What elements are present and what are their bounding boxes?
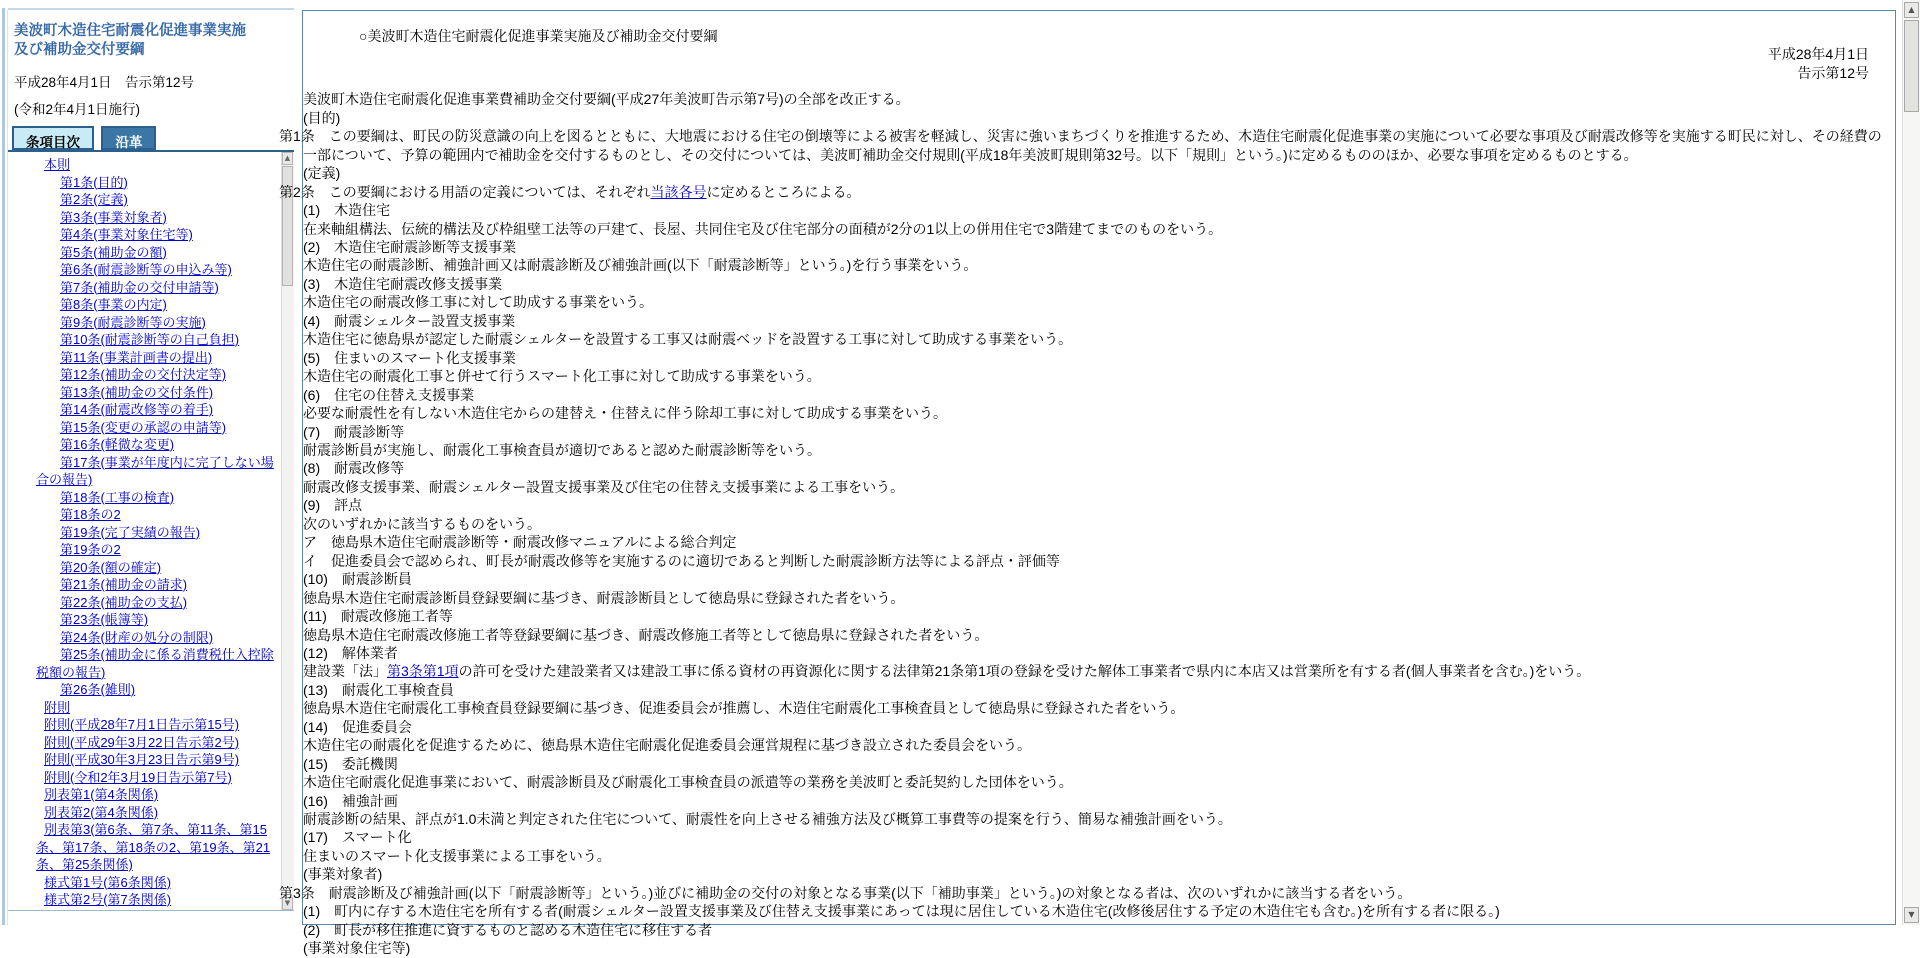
toc-link[interactable]: 附則(平成30年3月23日告示第9号)	[44, 752, 240, 767]
frame-left-border	[2, 8, 5, 925]
toc-item	[36, 244, 280, 262]
sidebar	[8, 8, 294, 927]
toc-item	[36, 191, 280, 209]
page-scroll-up-icon[interactable]: ▲	[1904, 2, 1919, 18]
toc-item	[36, 734, 280, 752]
toc-item	[36, 576, 280, 594]
page-scrollbar[interactable]	[1902, 0, 1920, 925]
toc-link[interactable]: 附則(令和2年3月19日告示第7号)	[44, 769, 232, 785]
toc-item	[36, 279, 280, 297]
toc-link[interactable]: 第17条(事業が年度内に完了しない場合の報告)	[36, 454, 274, 487]
doc-block-item: (4) 耐震シェルター設置支援事業	[303, 312, 516, 329]
doc-block-desc: 次のいずれかに該当するものをいう。	[303, 515, 541, 532]
doc-block-desc: 耐震診断員が実施し、耐震化工事検査員が適切であると認めた耐震診断等をいう。	[303, 441, 821, 458]
doc-block-item: (5) 住まいのスマート化支援事業	[303, 349, 516, 366]
toc-link[interactable]: 第13条(補助金の交付条件)	[60, 384, 214, 400]
toc-link[interactable]: 別表第3(第6条、第7条、第11条、第15条、第17条、第18条の2、第19条、第21条、第25条関係)	[36, 822, 271, 872]
page-scrollbar-thumb[interactable]	[1904, 20, 1919, 112]
doc-block-item: (11) 耐震改修施工者等	[303, 608, 453, 625]
toc-item	[36, 209, 280, 227]
toc-item	[36, 436, 280, 454]
doc-block-heading: (事業対象住宅等)	[303, 940, 411, 957]
doc-block-item: (12) 解体業者	[303, 644, 398, 661]
tab-history[interactable]: 沿革	[101, 126, 156, 150]
document-panel	[279, 10, 1896, 957]
toc-link[interactable]: 第10条(耐震診断等の自己負担)	[60, 332, 240, 347]
doc-block-desc: 木造住宅耐震化促進事業において、耐震診断員及び耐震化工事検査員の派遣等の業務を美波町と委託契約した団体をいう。	[303, 774, 1073, 791]
toc-link[interactable]: 附則	[44, 699, 71, 715]
doc-block-item: (3) 木造住宅耐震改修支援事業	[303, 275, 503, 292]
inline-reference-link[interactable]: 第3条第1項	[387, 663, 459, 680]
toc-item	[36, 489, 280, 507]
toc-item	[36, 226, 280, 244]
inline-reference-link[interactable]: 当該各号	[650, 183, 707, 200]
toc-link[interactable]: 第6条(耐震診断等の申込み等)	[60, 262, 232, 277]
toc-link[interactable]: 第8条(事業の内定)	[60, 297, 167, 312]
toc-item	[36, 541, 280, 559]
document-title: ○美波町木造住宅耐震化促進事業実施及び補助金交付要綱	[359, 28, 718, 44]
toc-link[interactable]: 第20条(額の確定)	[60, 559, 162, 575]
doc-block-heading: (定義)	[303, 165, 341, 182]
toc-link[interactable]: 附則(平成29年3月22日告示第2号)	[44, 734, 240, 750]
toc-link[interactable]: 第2条(定義)	[60, 192, 128, 207]
doc-block-desc: 木造住宅の耐震診断、補強計画又は耐震診断及び補強計画(以下「耐震診断等」という。)を行う事業をいう。	[303, 257, 978, 274]
toc-link[interactable]: 第15条(変更の承認の申請等)	[60, 419, 227, 435]
doc-block-item: (17) スマート化	[303, 829, 412, 846]
toc-item	[36, 454, 280, 489]
toc-item	[36, 594, 280, 612]
document-body	[279, 90, 1895, 957]
doc-block-desc: 建設業「法」第3条第1項の許可を受けた建設業者又は建設工事に係る資材の再資源化に関する法律第21条第1項の登録を受けた解体工事業者で県内に本店又は営業所を有する者(個人事業者を含む。)をいう。	[303, 663, 1591, 680]
notice-date-line: 平成28年4月1日 告示第12号	[14, 75, 195, 90]
toc-link[interactable]: 第14条(耐震改修等の着手)	[60, 402, 214, 417]
toc-link[interactable]: 別表第2(第4条関係)	[44, 804, 159, 820]
toc-item	[36, 524, 280, 542]
doc-block-desc: 木造住宅の耐震改修工事に対して助成する事業をいう。	[303, 294, 653, 311]
doc-block-item: (2) 木造住宅耐震診断等支援事業	[303, 238, 517, 255]
toc-link[interactable]: 第4条(事業対象住宅等)	[60, 227, 193, 242]
toc-link[interactable]: 第19条(完了実績の報告)	[60, 524, 201, 540]
doc-block-item: (14) 促進委員会	[303, 718, 412, 735]
toc-link[interactable]: 第26条(雑則)	[60, 682, 136, 697]
toc-item	[36, 506, 280, 524]
doc-block-item: (15) 委託機関	[303, 755, 398, 772]
doc-block-item: (7) 耐震診断等	[303, 423, 405, 440]
doc-block-item: (1) 町内に存する木造住宅を所有する者(耐震シェルター設置支援事業及び住替え支援事業にあっては現に居住している木造住宅(改修後居住する予定の木造住宅も含む。)を所有する者に限る。)	[303, 903, 1500, 920]
doc-block-heading: (事業対象者)	[303, 866, 383, 883]
toc-item	[36, 821, 280, 874]
toc-link[interactable]: 第11条(事業計画書の提出)	[60, 349, 213, 365]
toc-item	[36, 296, 280, 314]
toc-item	[36, 314, 280, 332]
doc-block-desc: 在来軸組構法、伝統的構法及び枠組壁工法等の戸建て、長屋、共同住宅及び住宅部分の面積が2分の1以上の併用住宅で3階建てまでのものをいう。	[303, 220, 1223, 237]
sidebar-scroll-down-icon[interactable]: ▼	[282, 897, 293, 910]
toc-link[interactable]: 第18条の2	[60, 507, 121, 522]
doc-block-sub: イ 促進委員会で認められ、町長が耐震改修等を実施するのに適切であると判断した耐震診断方法等による評点・評価等	[303, 552, 1060, 569]
document-dates	[303, 45, 1895, 82]
doc-block-item: (8) 耐震改修等	[303, 460, 405, 477]
doc-block-desc: 木造住宅に徳島県が認定した耐震シェルターを設置する工事又は耐震ベッドを設置する工事に対して助成する事業をいう。	[303, 331, 1073, 348]
doc-block-desc: 必要な耐震性を有しない木造住宅からの建替え・住替えに伴う除却工事に対して助成する事業をいう。	[303, 405, 947, 422]
toc-link[interactable]: 様式第2号(第7条関係)	[44, 892, 172, 907]
doc-block-desc: 耐震改修支援事業、耐震シェルター設置支援事業及び住宅の住替え支援事業による工事をいう。	[303, 478, 905, 495]
toc-link[interactable]: 第24条(財産の処分の制限)	[60, 629, 214, 645]
doc-block-article: 第2条 この要綱における用語の定義については、それぞれ当該各号に定めるところによる。	[279, 183, 861, 200]
toc-link[interactable]: 第3条(事業対象者)	[60, 209, 167, 225]
toc-item	[36, 156, 280, 174]
toc-item	[36, 611, 280, 629]
sidebar-tabs	[12, 126, 294, 150]
doc-block-desc: 徳島県木造住宅耐震診断員登録要綱に基づき、耐震診断員として徳島県に登録された者をいう。	[303, 589, 905, 606]
doc-block-item: (9) 評点	[303, 497, 363, 514]
toc-item	[36, 751, 280, 769]
toc-item	[36, 699, 280, 717]
toc-item	[36, 401, 280, 419]
toc-link[interactable]: 第23条(帳簿等)	[60, 612, 149, 627]
doc-block-kaisei: 美波町木造住宅耐震化促進事業費補助金交付要綱(平成27年美波町告示第7号)の全部を改正する。	[303, 91, 910, 108]
toc-link[interactable]: 様式第1号(第6条関係)	[44, 874, 172, 890]
doc-block-item: (6) 住宅の住替え支援事業	[303, 386, 475, 403]
toc-item	[36, 804, 280, 822]
toc-item	[36, 384, 280, 402]
doc-block-item: (10) 耐震診断員	[303, 571, 412, 588]
toc-link[interactable]: 第16条(軽微な変更)	[60, 437, 175, 452]
doc-block-article: 第3条 耐震診断及び補強計画(以下「耐震診断等」という。)並びに補助金の交付の対象となる事業(以下「補助事業」という。)の対象となる者は、次のいずれかに該当する者をいう。	[279, 884, 1412, 901]
toc-panel	[8, 150, 294, 911]
doc-block-desc: 住まいのスマート化支援事業による工事をいう。	[303, 847, 611, 864]
sidebar-scrollbar[interactable]	[281, 152, 294, 910]
toc-item	[36, 786, 280, 804]
doc-block-article: 第1条 この要綱は、町民の防災意識の向上を図るとともに、大地震における住宅の倒壊等による被害を軽減し、災害に強いまちづくりを推進するため、木造住宅耐震化促進事業の実施について必要な事項及び耐震改修等を実施する町民に対し、その経費の一部について、予算の範囲内で補助金を交付するものとし、その交付については、美波町補助金交付規則(平成18年美波町規則第32号。以下「規則」という。)に定めるもののほか、必要な事項を定めるものとする。	[279, 128, 1882, 163]
doc-block-item: (1) 木造住宅	[303, 202, 391, 219]
page-scroll-down-icon[interactable]: ▼	[1904, 907, 1919, 923]
toc-item	[36, 331, 280, 349]
doc-block-heading: (目的)	[303, 109, 341, 126]
toc-item	[36, 891, 280, 909]
tab-article-index[interactable]: 条項目次	[12, 126, 94, 150]
doc-block-item: (2) 町長が移住推進に資するものと認める木造住宅に移住する者	[303, 921, 713, 938]
doc-block-desc: 木造住宅の耐震化を促進するために、徳島県木造住宅耐震化促進委員会運営規程に基づき設立された委員会をいう。	[303, 737, 1031, 754]
document-notice-number: 告示第12号	[1797, 64, 1869, 81]
doc-block-sub: ア 徳島県木造住宅耐震診断等・耐震改修マニュアルによる総合判定	[303, 534, 737, 551]
effective-date-line: (令和2年4月1日施行)	[14, 102, 141, 117]
toc-link[interactable]: 別表第1(第4条関係)	[44, 787, 159, 802]
toc-item	[36, 681, 280, 699]
document-notice-date: 平成28年4月1日	[1767, 46, 1869, 63]
toc-item	[36, 769, 280, 787]
doc-block-item: (13) 耐震化工事検査員	[303, 681, 454, 698]
toc-link[interactable]: 第1条(目的)	[60, 174, 128, 190]
toc-item	[36, 349, 280, 367]
toc-item	[36, 874, 280, 892]
toc-link[interactable]: 第5条(補助金の額)	[60, 244, 167, 260]
toc-item	[36, 629, 280, 647]
sidebar-scroll-up-icon[interactable]: ▲	[282, 152, 293, 165]
toc-link[interactable]: 第9条(耐震診断等の実施)	[60, 314, 206, 330]
toc-item	[36, 646, 280, 681]
toc-link[interactable]: 第25条(補助金に係る消費税仕入控除税額の報告)	[36, 647, 274, 680]
toc-link[interactable]: 附則(平成28年7月1日告示第15号)	[44, 717, 240, 732]
toc-item	[36, 366, 280, 384]
toc-link[interactable]: 第22条(補助金の支払)	[60, 594, 188, 610]
toc-link[interactable]: 第12条(補助金の交付決定等)	[60, 367, 227, 382]
toc-list	[8, 152, 280, 909]
toc-link[interactable]: 本則	[44, 157, 71, 172]
toc-item	[36, 174, 280, 192]
toc-link[interactable]: 第21条(補助金の請求)	[60, 577, 188, 592]
toc-link[interactable]: 第7条(補助金の交付申請等)	[60, 279, 219, 295]
doc-block-desc: 木造住宅の耐震化工事と併せて行うスマート化工事に対して助成する事業をいう。	[303, 368, 821, 385]
sidebar-regulation-title: 美波町木造住宅耐震化促進事業実施及び補助金交付要綱	[14, 23, 246, 58]
doc-block-desc: 徳島県木造住宅耐震化工事検査員登録要綱に基づき、促進委員会が推薦し、木造住宅耐震化工事検査員として徳島県に登録された者をいう。	[303, 700, 1185, 717]
toc-item	[36, 419, 280, 437]
doc-block-desc: 耐震診断の結果、評点が1.0未満と判定された住宅について、耐震性を向上させる補強方法及び概算工事費等の提案を行う、簡易な補強計画をいう。	[303, 811, 1232, 828]
toc-item	[36, 261, 280, 279]
toc-link[interactable]: 第19条の2	[60, 542, 121, 557]
toc-item	[36, 559, 280, 577]
doc-block-item: (16) 補強計画	[303, 792, 398, 809]
doc-block-desc: 徳島県木造住宅耐震改修施工者等登録要綱に基づき、耐震改修施工者等として徳島県に登録された者をいう。	[303, 626, 989, 643]
toc-link[interactable]: 第18条(工事の検査)	[60, 489, 175, 505]
toc-item	[36, 716, 280, 734]
